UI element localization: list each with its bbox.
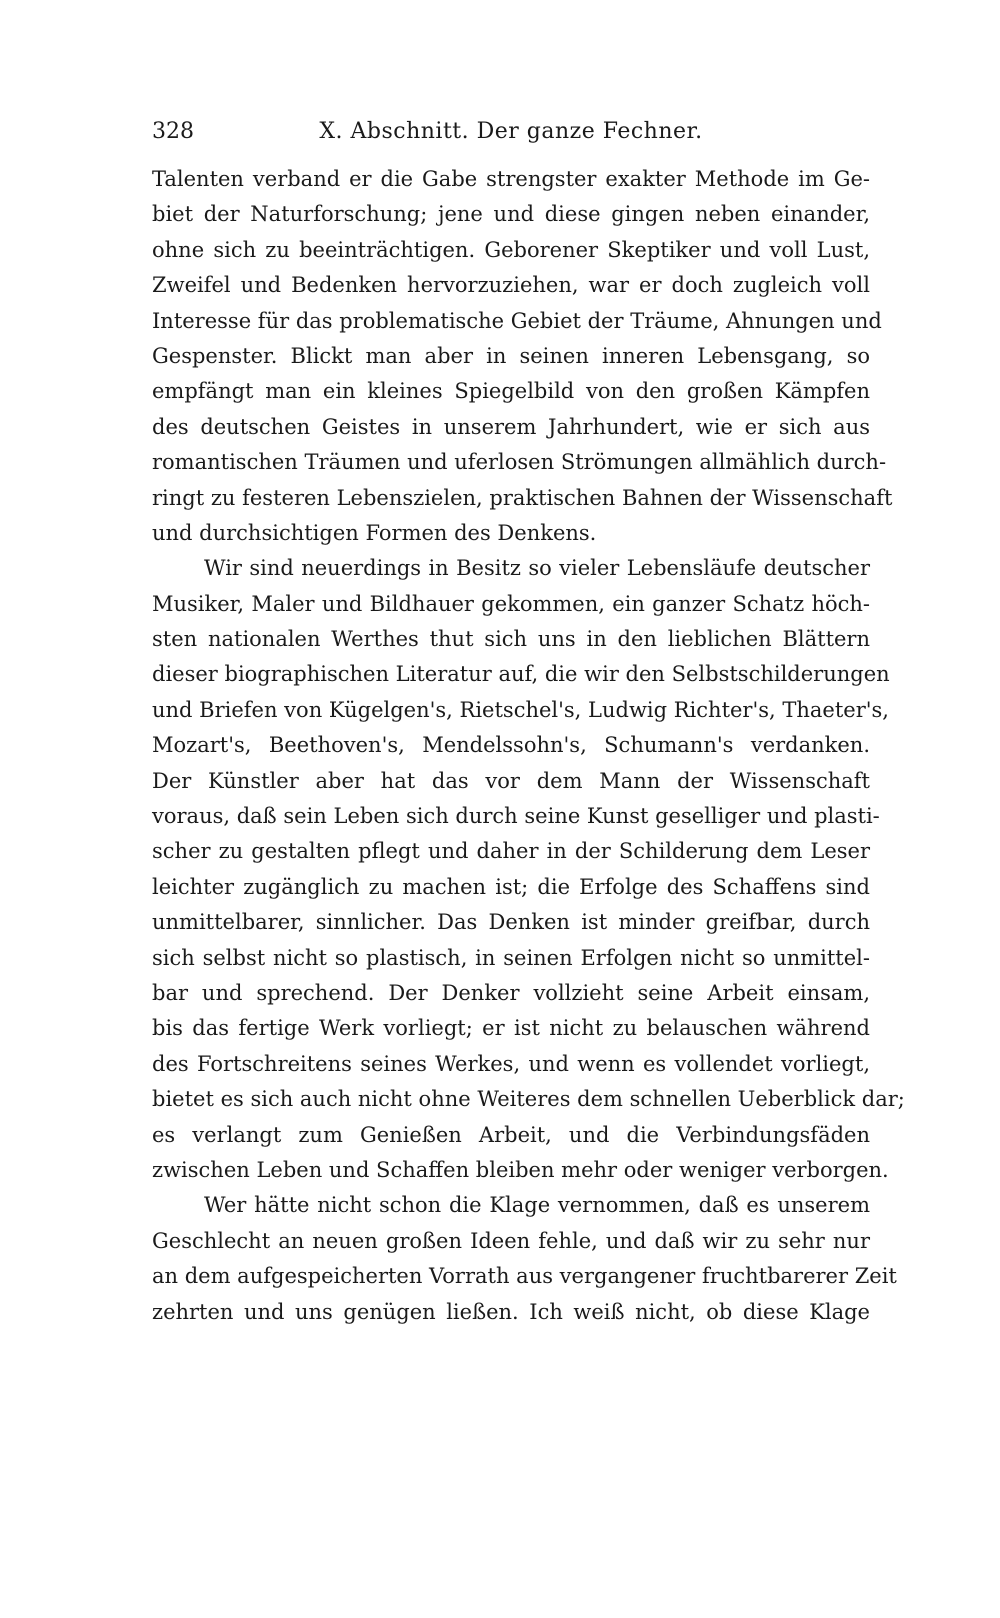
section-title: X. Abschnitt. Der ganze Fechner.: [319, 119, 703, 144]
text-line: leichter zugänglich zu machen ist; die Erfolge des Schaffens sind: [152, 874, 870, 899]
text-line: bietet es sich auch nicht ohne Weiteres dem schnellen Ueberblick dar;: [152, 1087, 905, 1112]
text-line: bar und sprechend. Der Denker vollzieht seine Arbeit einsam,: [152, 980, 870, 1005]
text-line: es verlangt zum Genießen Arbeit, und die Verbindungsfäden: [152, 1122, 870, 1147]
text-line: Gespenster. Blickt man aber in seinen inneren Lebensgang, so: [152, 343, 870, 368]
text-line: Wir sind neuerdings in Besitz so vieler Lebensläufe deutscher: [204, 556, 870, 581]
text-line: Zweifel und Bedenken hervorzuziehen, war er doch zugleich voll: [152, 273, 870, 298]
paragraph: [152, 162, 893, 551]
text-line: und durchsichtigen Formen des Denkens.: [152, 520, 597, 545]
text-line: zwischen Leben und Schaffen bleiben mehr oder weniger verborgen.: [152, 1157, 889, 1182]
text-line: biet der Naturforschung; jene und diese gingen neben einander,: [152, 202, 870, 227]
text-line: an dem aufgespeicherten Vorrath aus vergangener fruchtbarerer Zeit: [152, 1264, 897, 1289]
text-line: Mozart's, Beethoven's, Mendelssohn's, Schumann's verdanken.: [152, 733, 870, 758]
text-line: Musiker, Maler und Bildhauer gekommen, ein ganzer Schatz höch-: [152, 591, 870, 616]
text-line: ringt zu festeren Lebenszielen, praktischen Bahnen der Wissenschaft: [152, 485, 893, 510]
text-line: des deutschen Geistes in unserem Jahrhundert, wie er sich aus: [152, 414, 870, 439]
text-line: scher zu gestalten pflegt und daher in der Schilderung dem Leser: [152, 839, 870, 864]
text-line: Der Künstler aber hat das vor dem Mann der Wissenschaft: [152, 768, 870, 793]
text-line: Talenten verband er die Gabe strengster exakter Methode im Ge-: [152, 167, 870, 191]
page-number: 328: [152, 119, 194, 144]
text-line: sten nationalen Werthes thut sich uns in den lieblichen Blättern: [152, 627, 870, 652]
body-text: [152, 162, 905, 1330]
paragraph: [152, 1188, 897, 1330]
running-head: [152, 117, 870, 147]
text-line: Geschlecht an neuen großen Ideen fehle, und daß wir zu sehr nur: [152, 1228, 870, 1253]
text-line: bis das fertige Werk vorliegt; er ist nicht zu belauschen während: [152, 1016, 870, 1041]
text-line: und Briefen von Kügelgen's, Rietschel's, Ludwig Richter's, Thaeter's,: [152, 697, 889, 722]
text-line: unmittelbarer, sinnlicher. Das Denken ist minder greifbar, durch: [152, 910, 870, 935]
text-line: Interesse für das problematische Gebiet der Träume, Ahnungen und: [152, 308, 882, 333]
text-line: des Fortschreitens seines Werkes, und wenn es vollendet vorliegt,: [152, 1051, 870, 1076]
text-line: empfängt man ein kleines Spiegelbild von den großen Kämpfen: [152, 379, 870, 404]
text-line: ohne sich zu beeinträchtigen. Geborener Skeptiker und voll Lust,: [152, 237, 870, 262]
text-line: dieser biographischen Literatur auf, die wir den Selbstschilderungen: [152, 662, 890, 687]
text-line: romantischen Träumen und uferlosen Strömungen allmählich durch-: [152, 450, 887, 475]
text-line: voraus, daß sein Leben sich durch seine Kunst geselliger und plasti-: [152, 804, 880, 829]
text-line: sich selbst nicht so plastisch, in seinen Erfolgen nicht so unmittel-: [152, 945, 870, 970]
paragraph: [152, 551, 905, 1188]
text-line: zehrten und uns genügen ließen. Ich weiß nicht, ob diese Klage: [152, 1299, 870, 1324]
text-line: Wer hätte nicht schon die Klage vernommen, daß es unserem: [204, 1193, 870, 1218]
